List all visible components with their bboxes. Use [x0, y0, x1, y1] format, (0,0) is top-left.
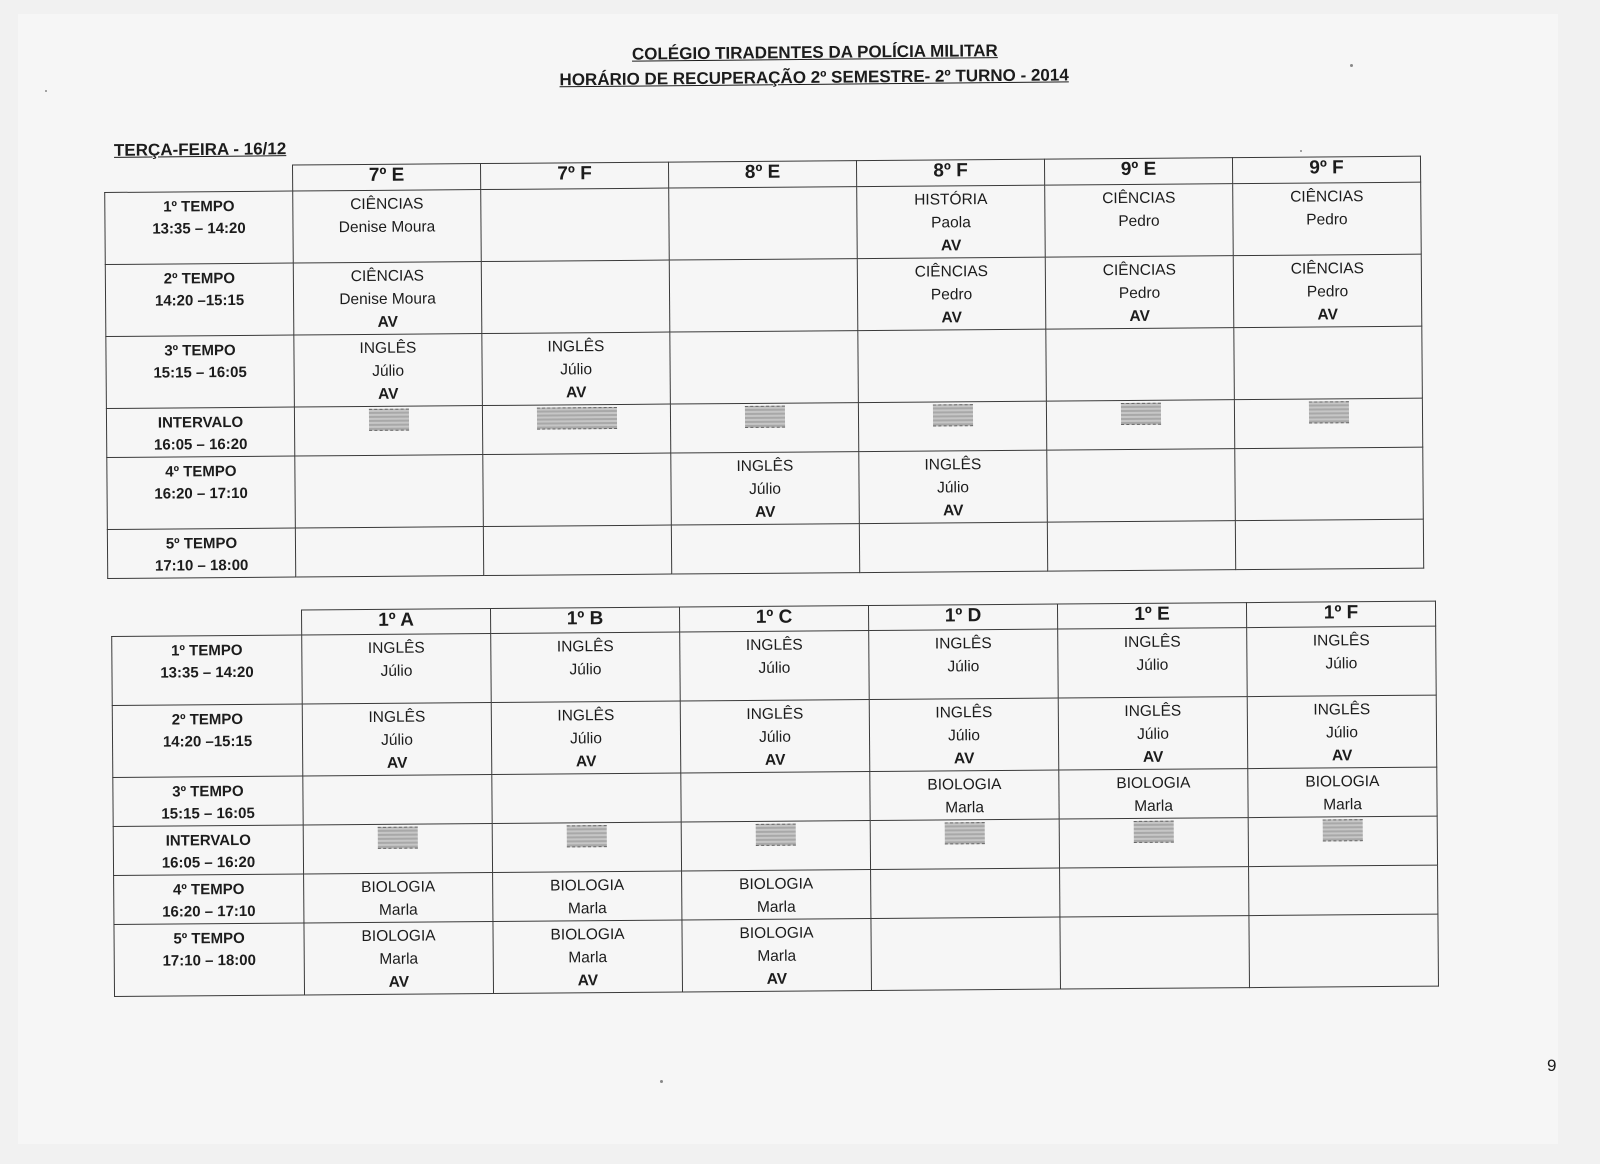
class-header: 1º C [679, 606, 868, 632]
period-time-cell [106, 335, 295, 408]
subject: INGLÊS [1313, 701, 1371, 719]
teacher: Júlio [937, 479, 970, 497]
school-name: COLÉGIO TIRADENTES DA POLÍCIA MILITAR [631, 41, 998, 64]
teacher: Júlio [372, 362, 405, 380]
teacher: Júlio [381, 731, 414, 749]
schedule-cell [671, 452, 860, 525]
schedule-cell [682, 919, 872, 992]
schedule-cell [302, 634, 492, 704]
period-label: 5º TEMPO [173, 929, 245, 948]
subject: INGLÊS [1123, 633, 1181, 652]
period-time-cell [112, 635, 303, 705]
schedule-cell [1060, 916, 1250, 989]
period-row [107, 519, 1423, 578]
subject: BIOLOGIA [1116, 774, 1191, 793]
subject: CIÊNCIAS [1290, 188, 1364, 206]
teacher: Pedro [1306, 283, 1349, 301]
break-cell [294, 406, 482, 456]
subject: INGLÊS [359, 339, 417, 357]
scan-speck [45, 90, 47, 92]
break-marker-icon [536, 407, 616, 430]
subject: BIOLOGIA [361, 927, 436, 946]
teacher: Marla [379, 950, 419, 968]
teacher: Denise Moura [339, 290, 436, 309]
schedule-cell [483, 525, 671, 575]
schedule-cell [869, 698, 1059, 771]
class-header: 1º A [301, 609, 490, 635]
period-time-cell [113, 825, 303, 875]
period-time-cell [113, 776, 303, 826]
schedule-cell [1045, 184, 1234, 257]
subject: INGLÊS [934, 635, 992, 653]
teacher: Marla [567, 900, 607, 918]
schedule-cell [1249, 914, 1439, 987]
assessment-mark: AV [566, 384, 587, 402]
subject: CIÊNCIAS [350, 267, 425, 286]
period-row [105, 182, 1422, 264]
teacher: Marla [378, 901, 418, 919]
assessment-mark: AV [378, 385, 399, 403]
schedule-title: HORÁRIO DE RECUPERAÇÃO 2º SEMESTRE- 2º TURNO - 2014 [559, 65, 1069, 90]
period-time: 16:20 – 17:10 [154, 484, 248, 503]
period-time-cell [114, 874, 304, 924]
schedule-cell [870, 770, 1059, 820]
period-label: 2º TEMPO [171, 710, 244, 729]
break-cell [303, 824, 492, 874]
teacher: Júlio [569, 730, 603, 748]
assessment-mark: AV [953, 750, 975, 768]
period-time-cell [112, 704, 303, 777]
break-cell [492, 822, 681, 872]
header-corner [112, 610, 302, 636]
schedule-cell [1058, 628, 1248, 698]
class-header: 1º F [1246, 601, 1435, 627]
class-header: 1º D [868, 604, 1057, 630]
schedule-cell [1235, 447, 1424, 520]
assessment-mark: AV [766, 970, 788, 988]
assessment-mark: AV [388, 973, 410, 991]
period-row [112, 695, 1437, 777]
subject: INGLÊS [935, 704, 993, 722]
period-time: 13:35 – 14:20 [160, 663, 254, 682]
schedule-cell [303, 775, 492, 825]
teacher: Júlio [758, 659, 791, 677]
period-time: 14:20 –15:15 [154, 291, 245, 310]
schedule-cell [293, 190, 482, 263]
period-time: 16:20 – 17:10 [162, 902, 256, 921]
teacher: Júlio [569, 661, 602, 679]
schedule-cell [682, 870, 871, 920]
teacher: Marla [1323, 796, 1363, 814]
scan-speck [660, 1080, 663, 1083]
teacher: Júlio [749, 480, 782, 498]
subject: INGLÊS [1312, 632, 1370, 650]
break-marker-icon [945, 822, 985, 844]
schedule-table-middle-school [104, 156, 1424, 579]
period-label: INTERVALO [165, 831, 252, 850]
period-label: 5º TEMPO [165, 534, 238, 553]
schedule-cell [871, 917, 1061, 990]
period-label: INTERVALO [157, 413, 244, 432]
teacher: Marla [756, 898, 796, 916]
subject: CIÊNCIAS [1102, 189, 1176, 208]
subject: INGLÊS [924, 456, 982, 474]
break-marker-icon [378, 827, 418, 849]
teacher: Júlio [1136, 725, 1170, 743]
teacher: Júlio [758, 728, 792, 746]
schedule-cell [670, 331, 859, 404]
assessment-mark: AV [1317, 306, 1338, 324]
teacher: Júlio [947, 658, 980, 676]
teacher: Marla [757, 947, 797, 965]
period-label: 3º TEMPO [164, 341, 236, 360]
teacher: Júlio [1325, 724, 1358, 742]
page-number: 9 [1547, 1056, 1557, 1075]
class-header: 1º E [1057, 603, 1246, 629]
break-marker-icon [932, 404, 972, 426]
period-row [105, 254, 1422, 336]
schedule-cell [294, 334, 483, 407]
break-cell [681, 821, 870, 871]
subject: BIOLOGIA [361, 878, 436, 897]
class-header: 9º E [1044, 158, 1232, 185]
schedule-cell [671, 524, 859, 574]
teacher: Júlio [1136, 656, 1169, 674]
teacher: Pedro [930, 286, 973, 304]
schedule-cell [491, 632, 681, 702]
assessment-mark: AV [377, 313, 398, 331]
schedule-cell [669, 259, 858, 332]
period-time-cell [114, 923, 305, 996]
subject: CIÊNCIAS [1290, 260, 1365, 278]
schedule-cell [492, 773, 681, 823]
break-cell [858, 401, 1046, 451]
period-time-cell [107, 528, 295, 578]
assessment-mark: AV [1129, 307, 1150, 325]
subject: BIOLOGIA [739, 875, 814, 894]
schedule-cell [857, 257, 1046, 330]
assessment-mark: AV [386, 754, 408, 772]
schedule-cell [1047, 449, 1236, 522]
schedule-cell [493, 920, 683, 993]
schedule-cell [680, 700, 870, 773]
subject: INGLÊS [736, 457, 794, 476]
break-marker-icon [1323, 819, 1363, 841]
teacher: Júlio [1325, 655, 1358, 673]
subject: CIÊNCIAS [350, 195, 424, 214]
class-header: 1º B [490, 607, 679, 633]
schedule-cell [1234, 326, 1423, 399]
teacher: Paola [931, 214, 971, 232]
subject: HISTÓRIA [914, 191, 988, 209]
subject: INGLÊS [368, 708, 426, 726]
period-time: 16:05 – 16:20 [153, 435, 248, 454]
schedule-cell [1045, 256, 1234, 329]
subject: INGLÊS [547, 338, 605, 356]
period-label: 4º TEMPO [172, 880, 245, 899]
class-header: 8º F [856, 159, 1044, 186]
subject: CIÊNCIAS [914, 263, 989, 281]
period-label: 4º TEMPO [165, 462, 237, 481]
schedule-cell [1233, 182, 1422, 255]
subject: INGLÊS [1124, 702, 1182, 721]
period-time-cell [107, 456, 296, 529]
break-marker-icon [368, 409, 408, 431]
break-marker-icon [756, 824, 796, 846]
subject: BIOLOGIA [927, 776, 1002, 794]
assessment-mark: AV [1331, 747, 1353, 765]
teacher: Marla [568, 949, 608, 967]
period-time-cell [105, 191, 294, 264]
day-label: TERÇA-FEIRA - 16/12 [113, 139, 287, 160]
schedule-cell [1058, 697, 1248, 770]
teacher: Pedro [1118, 284, 1161, 303]
period-row [107, 447, 1424, 529]
schedule-cell [304, 873, 493, 923]
schedule-cell [1247, 626, 1437, 696]
assessment-mark: AV [940, 237, 962, 255]
schedule-cell [1047, 521, 1235, 571]
assessment-mark: AV [1142, 748, 1164, 766]
period-row [112, 626, 1437, 705]
schedule-cell [869, 629, 1059, 699]
teacher: Júlio [380, 662, 413, 680]
assessment-mark: AV [577, 972, 599, 990]
schedule-cell [669, 187, 858, 260]
teacher: Júlio [560, 361, 593, 379]
subject: BIOLOGIA [1305, 773, 1380, 791]
subject: INGLÊS [557, 707, 615, 725]
subject: INGLÊS [367, 639, 425, 657]
schedule-cell [859, 522, 1047, 572]
schedule-cell [295, 455, 484, 528]
teacher: Marla [945, 799, 985, 817]
period-time: 13:35 – 14:20 [152, 219, 246, 238]
period-label: 3º TEMPO [172, 782, 244, 801]
subject: INGLÊS [746, 705, 804, 724]
break-marker-icon [744, 406, 784, 428]
schedule-cell [871, 868, 1060, 918]
class-header: 7º F [480, 162, 668, 189]
schedule-cell [858, 329, 1047, 402]
period-time: 15:15 – 16:05 [153, 363, 247, 382]
schedule-cell [1249, 865, 1438, 915]
schedule-cell [295, 527, 483, 577]
schedule-cell [483, 453, 672, 526]
assessment-mark: AV [942, 502, 964, 520]
subject: BIOLOGIA [739, 924, 814, 943]
break-cell [1234, 398, 1422, 448]
header-corner [105, 165, 293, 192]
period-label: 1º TEMPO [171, 641, 243, 660]
break-marker-icon [567, 825, 607, 847]
schedule-cell [304, 922, 494, 995]
period-time: 14:20 –15:15 [162, 732, 253, 751]
break-cell [482, 404, 670, 454]
subject: BIOLOGIA [550, 876, 625, 895]
assessment-mark: AV [575, 753, 597, 771]
period-time: 17:10 – 18:00 [162, 951, 257, 970]
teacher: Marla [1134, 797, 1174, 815]
subject: CIÊNCIAS [1102, 261, 1177, 280]
schedule-cell [1247, 695, 1437, 768]
class-header: 9º F [1232, 156, 1420, 183]
subject: BIOLOGIA [550, 925, 625, 944]
break-marker-icon [1120, 403, 1160, 425]
subject: INGLÊS [745, 636, 803, 655]
schedule-cell [491, 701, 681, 774]
scan-speck [1300, 150, 1302, 152]
schedule-cell [293, 262, 482, 335]
period-time: 15:15 – 16:05 [161, 804, 255, 823]
break-cell [1248, 816, 1437, 866]
period-time-cell [106, 407, 294, 457]
schedule-cell [482, 332, 671, 405]
schedule-cell [1235, 519, 1423, 569]
schedule-cell [680, 631, 870, 701]
period-row [114, 914, 1439, 996]
break-cell [870, 819, 1059, 869]
break-cell [1059, 818, 1248, 868]
schedule-cell [681, 772, 870, 822]
teacher: Denise Moura [338, 218, 436, 237]
teacher: Pedro [1306, 211, 1348, 229]
break-marker-icon [1308, 401, 1348, 423]
period-label: 1º TEMPO [163, 197, 235, 216]
schedule-cell [1060, 867, 1249, 917]
schedule-cell [1248, 767, 1437, 817]
schedule-cell [1046, 328, 1235, 401]
break-marker-icon [1134, 821, 1174, 843]
class-header: 7º E [292, 164, 480, 191]
schedule-cell [481, 260, 670, 333]
schedule-cell [302, 703, 492, 776]
schedule-cell [857, 185, 1046, 258]
assessment-mark: AV [941, 309, 962, 327]
break-cell [1046, 400, 1234, 450]
break-cell [670, 403, 858, 453]
teacher: Pedro [1118, 212, 1160, 231]
subject: INGLÊS [556, 638, 614, 656]
schedule-cell [859, 450, 1048, 523]
period-time-cell [105, 263, 294, 336]
teacher: Júlio [947, 727, 981, 745]
class-header: 8º E [668, 161, 856, 188]
period-row [106, 326, 1423, 408]
schedule-cell [481, 188, 670, 261]
schedule-cell [1233, 254, 1422, 327]
scan-speck [1350, 64, 1353, 67]
schedule-cell [493, 871, 682, 921]
assessment-mark: AV [764, 751, 786, 769]
period-time: 17:10 – 18:00 [154, 556, 249, 575]
period-time: 16:05 – 16:20 [161, 853, 256, 872]
schedule-table-high-school [111, 601, 1439, 997]
assessment-mark: AV [754, 503, 776, 521]
period-label: 2º TEMPO [163, 269, 236, 288]
schedule-cell [1059, 769, 1248, 819]
